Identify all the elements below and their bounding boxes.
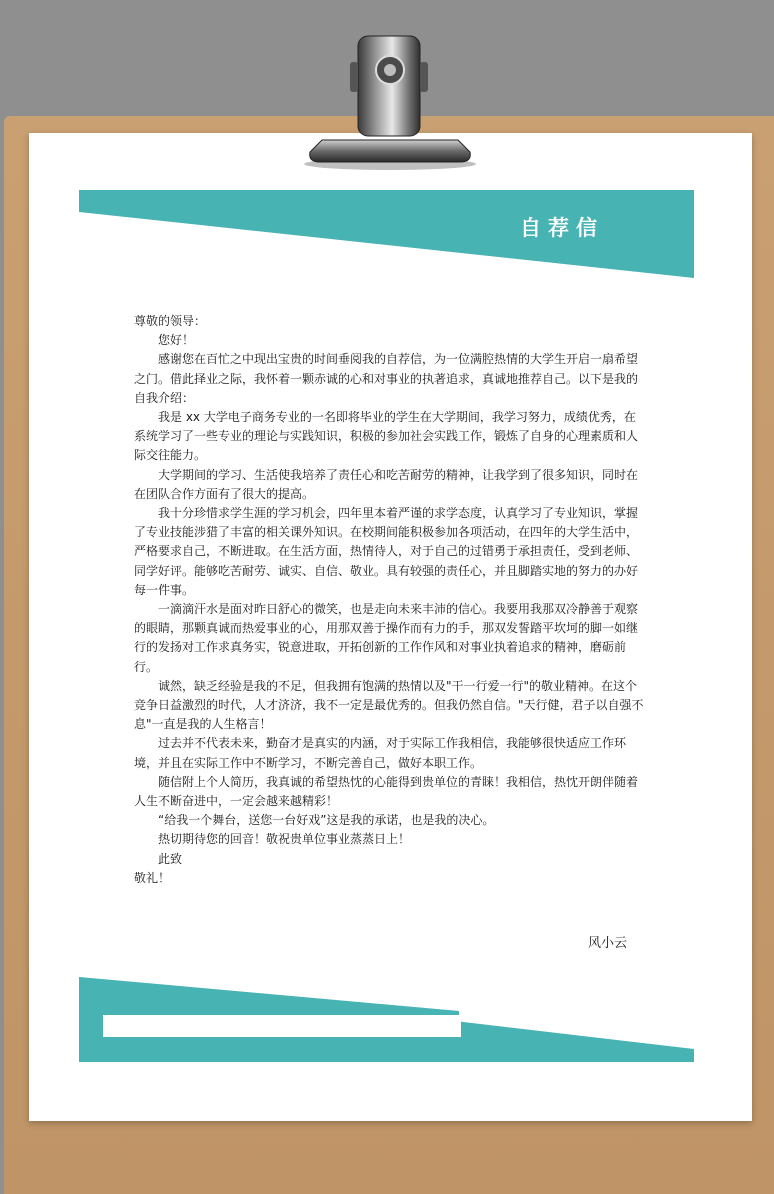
closing: 此致 — [158, 851, 183, 866]
paragraph: 一滴滴汗水是面对昨日舒心的微笑，也是走向未来丰沛的信心。我要用我那双冷静善于观察的眼睛，那颗真诚而热爱事业的心，用那双善于操作而有力的手，那双发誓踏平坎坷的脚一如继行的发扬对工作求真务实，锐意进取，开拓创新的工作作风和对事业执着追求的精神，磨砺前行。 — [134, 602, 639, 674]
signature: 风小云 — [588, 936, 628, 951]
paragraph: 随信附上个人简历，我真诚的希望热忱的心能得到贵单位的青睐！我相信，热忱开朗伴随着人生不断奋进中，一定会越来越精彩！ — [134, 774, 639, 809]
paragraph: 我是 xx 大学电子商务专业的一名即将毕业的学生在大学期间，我学习努力，成绩优秀，在系统学习了一些专业的理论与实践知识，积极的参加社会实践工作，锻炼了自身的心理素质和人际交往能力。 — [134, 410, 639, 463]
footer-white-bar — [103, 1015, 461, 1037]
paragraph: 感谢您在百忙之中现出宝贵的时间垂阅我的自荐信，为一位满腔热情的大学生开启一扇希望之门。借此择业之际，我怀着一颗赤诚的心和对事业的执著追求，真诚地推荐自己。以下是我的自我介绍： — [134, 352, 639, 405]
regards: 敬礼！ — [134, 870, 171, 885]
paragraph: 热切期待您的回音！敬祝贵单位事业蒸蒸日上！ — [158, 832, 411, 847]
binder-clip-icon — [300, 22, 480, 172]
greeting: 您好！ — [158, 333, 195, 348]
paragraph: 诚然，缺乏经验是我的不足，但我拥有饱满的热情以及"干一行爱一行"的敬业精神。在这个竞争日益激烈的时代，人才济济，我不一定是最优秀的。但我仍然自信。"天行健，君子以自强不息"一直是我的人生格言！ — [134, 678, 644, 732]
paragraph: 大学期间的学习、生活使我培养了责任心和吃苦耐劳的精神，让我学到了很多知识，同时在在团队合作方面有了很大的提高。 — [134, 467, 639, 501]
paragraph: “给我一个舞台，送您一台好戏”这是我的承诺，也是我的决心。 — [158, 813, 495, 828]
paragraph: 我十分珍惜求学生涯的学习机会，四年里本着严谨的求学态度，认真学习了专业知识，掌握了专业技能涉猎了丰富的相关课外知识。在校期间能积极参加各项活动，在四年的大学生活中，严格要求自己，不断进取。在生活方面，热情待人，对于自己的过错勇于承担责任，受到老师、同学好评。能够吃苦耐劳、诚实、自信、敬业。具有较强的责任心，并且脚踏实地的努力的办好每一件事。 — [134, 506, 639, 597]
page-title: 自荐信 — [520, 216, 604, 240]
salutation: 尊敬的领导： — [134, 314, 207, 328]
paragraph: 过去并不代表未来，勤奋才是真实的内涵，对于实际工作我相信，我能够很快适应工作环境，并且在实际工作中不断学习，不断完善自己，做好本职工作。 — [134, 736, 627, 770]
letter-body — [134, 312, 644, 888]
